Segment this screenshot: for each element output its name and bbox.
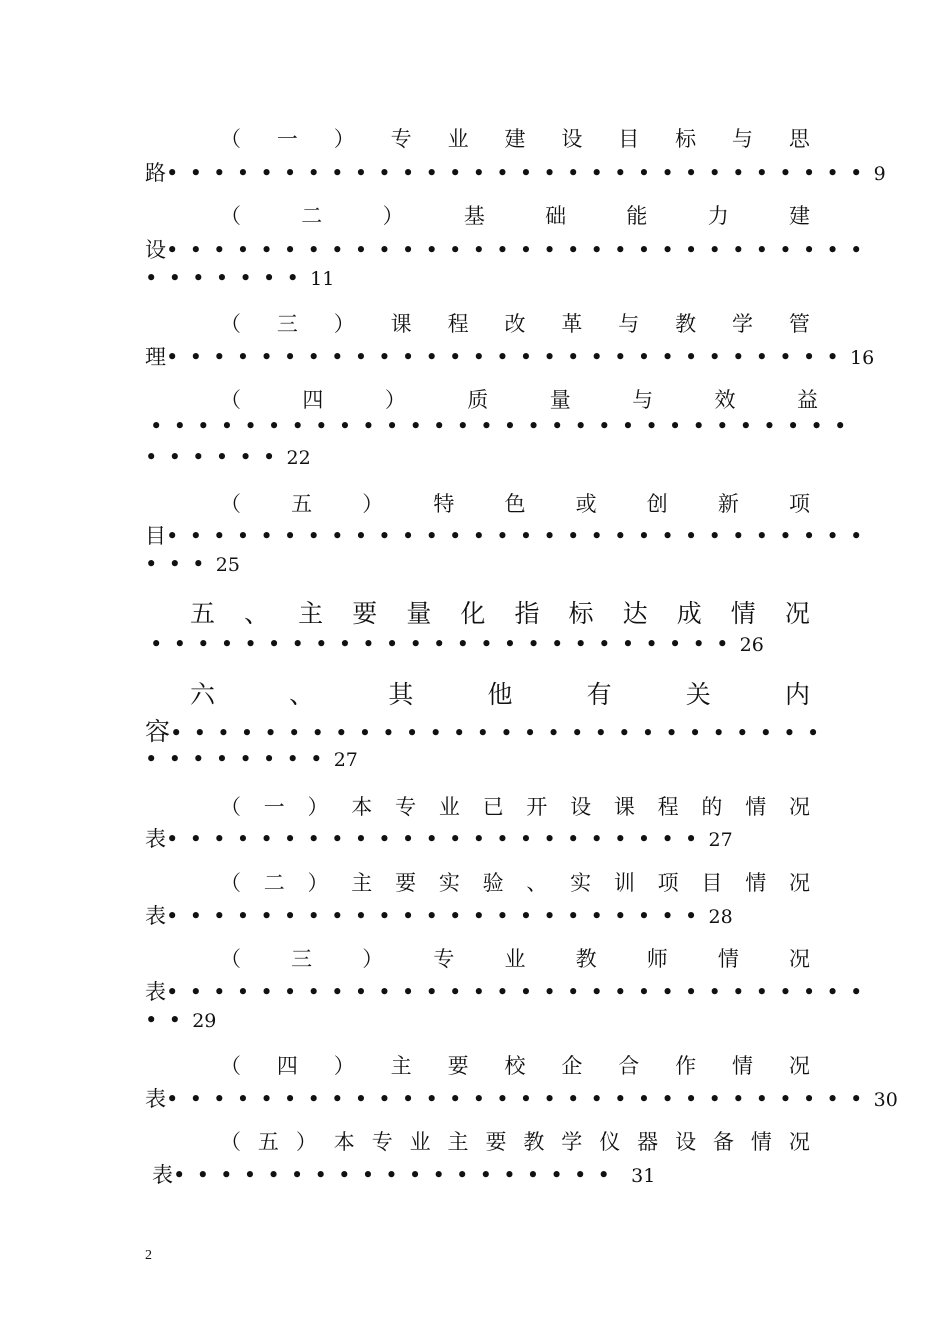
toc-char: 五	[257, 1130, 279, 1154]
toc-char: 其	[388, 680, 414, 709]
toc-char: 主	[298, 599, 324, 628]
toc-char: 仪	[599, 1130, 621, 1154]
toc-leader-line	[145, 1008, 216, 1032]
toc-char: 他	[487, 680, 513, 709]
toc-char: 二	[301, 204, 323, 228]
toc-leader-line	[152, 1159, 655, 1189]
toc-continuation: 容	[145, 717, 171, 746]
toc-continuation: 表	[145, 980, 166, 1004]
toc-char: 五	[291, 492, 313, 516]
toc-char: 要	[395, 871, 417, 895]
toc-char: （	[220, 1054, 241, 1078]
toc-dot-leader: ••••••••••••••••••••••••••••	[170, 721, 831, 745]
toc-leader-line	[145, 445, 311, 469]
toc-char: ）	[362, 947, 384, 971]
toc-leader-line	[150, 414, 858, 438]
toc-page-number: 9	[873, 163, 886, 185]
toc-dot-leader: ••	[145, 1008, 193, 1032]
toc-leader-line	[145, 712, 830, 748]
toc-dot-leader: ••••••••••••••••••••••••••••••	[166, 1087, 874, 1111]
toc-page-number: 30	[873, 1089, 898, 1111]
toc-char: 基	[463, 204, 485, 228]
toc-char: 六	[190, 680, 216, 709]
toc-char: （	[220, 388, 241, 412]
toc-char: 三	[276, 312, 298, 336]
toc-char: 校	[504, 1054, 526, 1078]
toc-dot-leader: •••••••••••••••••••••••	[166, 904, 709, 928]
toc-char: 项	[657, 871, 679, 895]
toc-char: 础	[545, 204, 567, 228]
toc-char: 专	[390, 127, 412, 151]
toc-char: 二	[263, 871, 285, 895]
toc-entry-heading	[220, 1126, 810, 1156]
toc-char: 课	[613, 795, 635, 819]
toc-leader-line	[145, 266, 334, 290]
toc-char: 实	[570, 871, 592, 895]
toc-leader-line	[145, 823, 733, 853]
toc-char: 情	[745, 871, 767, 895]
toc-char: 业	[504, 947, 526, 971]
toc-char: 设	[570, 795, 592, 819]
toc-char: 标	[675, 127, 697, 151]
toc-continuation: 目	[145, 524, 166, 548]
toc-leader-line	[145, 341, 874, 371]
toc-char: 情	[750, 1130, 772, 1154]
toc-char: 达	[622, 599, 648, 628]
toc-char: 设	[675, 1130, 697, 1154]
toc-char: ）	[295, 1130, 317, 1154]
toc-char: 开	[526, 795, 548, 819]
toc-dot-leader: •••••••	[145, 266, 311, 290]
toc-char: 标	[568, 599, 594, 628]
toc-page-number: 27	[708, 829, 733, 851]
toc-char: ）	[307, 871, 329, 895]
toc-dot-leader: ••••••••••••••••••••••••••••••	[166, 980, 874, 1004]
toc-char: 要	[447, 1054, 469, 1078]
toc-char: 或	[575, 492, 597, 516]
toc-char: 课	[390, 312, 412, 336]
toc-char: 能	[626, 204, 648, 228]
toc-char: （	[220, 947, 241, 971]
toc-char: 指	[514, 599, 540, 628]
toc-char: 关	[685, 680, 711, 709]
toc-char: 项	[789, 492, 810, 516]
toc-char: ）	[333, 127, 355, 151]
toc-char: 的	[701, 795, 723, 819]
toc-entry-heading	[220, 867, 810, 897]
toc-entry-heading	[220, 123, 810, 153]
toc-leader-line	[145, 747, 358, 771]
toc-char: 本	[351, 795, 373, 819]
toc-char: 要	[485, 1130, 507, 1154]
toc-continuation: 表	[145, 827, 166, 851]
toc-leader-line	[145, 900, 733, 930]
toc-char: 新	[717, 492, 739, 516]
toc-leader-line	[145, 234, 874, 264]
toc-char: 情	[717, 947, 739, 971]
toc-char: （	[220, 312, 241, 336]
toc-entry-heading	[190, 675, 810, 711]
toc-leader-line	[150, 632, 764, 656]
toc-char: 专	[433, 947, 455, 971]
toc-entry-heading	[220, 308, 810, 338]
toc-char: 量	[406, 599, 432, 628]
toc-char: 五	[190, 599, 216, 628]
toc-char: （	[220, 127, 241, 151]
toc-char: 专	[371, 1130, 393, 1154]
toc-char: 质	[467, 388, 489, 412]
toc-char: 与	[732, 127, 754, 151]
toc-char: 况	[788, 1130, 810, 1154]
toc-char: 三	[291, 947, 313, 971]
toc-char: 四	[302, 388, 324, 412]
toc-char: ）	[382, 204, 404, 228]
toc-entry-heading	[190, 594, 810, 630]
toc-entry-heading	[220, 791, 810, 821]
toc-char: 益	[796, 388, 818, 412]
toc-char: 要	[352, 599, 378, 628]
toc-char: （	[220, 795, 241, 819]
toc-leader-line	[145, 157, 886, 187]
toc-char: （	[220, 204, 241, 228]
toc-char: 目	[701, 871, 723, 895]
toc-leader-line	[145, 552, 240, 576]
page-number: 2	[145, 1248, 152, 1263]
toc-char: 量	[549, 388, 571, 412]
toc-dot-leader: ••••••	[145, 445, 287, 469]
toc-dot-leader: •••	[145, 552, 216, 576]
toc-char: 一	[263, 795, 285, 819]
toc-char: 与	[632, 388, 654, 412]
toc-char: 况	[788, 1054, 810, 1078]
toc-char: 训	[613, 871, 635, 895]
toc-page-number: 22	[286, 447, 311, 469]
toc-page-number: 31	[631, 1165, 656, 1187]
toc-continuation: 表	[152, 1163, 173, 1187]
toc-char: 内	[784, 680, 810, 709]
toc-char: （	[220, 492, 241, 516]
toc-char: 专	[395, 795, 417, 819]
toc-dot-leader: •••••••••••••••••••••••	[166, 827, 709, 851]
toc-dot-leader: ••••••••••••••••••••••••••••••	[150, 414, 858, 438]
toc-char: 学	[732, 312, 754, 336]
toc-char: 思	[788, 127, 810, 151]
toc-continuation: 表	[145, 1087, 166, 1111]
toc-char: 情	[730, 599, 756, 628]
toc-char: 况	[789, 947, 810, 971]
toc-char: 主	[351, 871, 373, 895]
toc-entry-heading	[220, 200, 810, 230]
toc-char: ）	[362, 492, 384, 516]
toc-entry-heading	[220, 384, 818, 414]
toc-char: 已	[482, 795, 504, 819]
toc-char: 作	[675, 1054, 697, 1078]
toc-leader-line	[145, 520, 874, 550]
toc-char: 与	[618, 312, 640, 336]
toc-char: 情	[732, 1054, 754, 1078]
toc-char: 目	[618, 127, 640, 151]
toc-char: 、	[526, 871, 548, 895]
toc-char: 一	[276, 127, 298, 151]
toc-continuation: 表	[145, 904, 166, 928]
toc-char: 企	[561, 1054, 583, 1078]
toc-char: 管	[788, 312, 810, 336]
toc-dot-leader: •••••••••••••••••••••••••	[150, 632, 740, 656]
toc-page-number: 16	[850, 347, 875, 369]
toc-entry-heading	[220, 943, 810, 973]
toc-char: 况	[788, 871, 810, 895]
toc-dot-leader: ••••••••••••••••••••••••••••••	[166, 161, 874, 185]
toc-char: 程	[447, 312, 469, 336]
toc-dot-leader: ••••••••	[145, 747, 334, 771]
toc-char: 验	[482, 871, 504, 895]
toc-leader-line	[145, 976, 874, 1006]
toc-char: 改	[504, 312, 526, 336]
toc-char: 教	[575, 947, 597, 971]
toc-leader-line	[145, 1083, 898, 1113]
toc-char: 主	[447, 1130, 469, 1154]
toc-char: 学	[561, 1130, 583, 1154]
toc-page-number: 29	[192, 1010, 217, 1032]
toc-dot-leader: •••••••••••••••••••	[173, 1163, 622, 1187]
toc-char: 器	[637, 1130, 659, 1154]
toc-page-number: 26	[739, 634, 764, 656]
toc-char: ）	[307, 795, 329, 819]
toc-char: 成	[676, 599, 702, 628]
toc-char: ）	[384, 388, 406, 412]
toc-char: 建	[504, 127, 526, 151]
toc-char: （	[220, 1130, 241, 1154]
toc-dot-leader: •••••••••••••••••••••••••••••	[166, 345, 851, 369]
toc-char: 力	[707, 204, 729, 228]
toc-char: 有	[586, 680, 612, 709]
toc-page-number: 27	[333, 749, 358, 771]
toc-char: 师	[646, 947, 668, 971]
toc-char: 、	[244, 599, 270, 628]
toc-char: ）	[333, 1054, 355, 1078]
toc-char: 业	[447, 127, 469, 151]
toc-char: 程	[657, 795, 679, 819]
toc-char: 业	[409, 1130, 431, 1154]
toc-dot-leader: ••••••••••••••••••••••••••••••	[166, 524, 874, 548]
toc-entry-heading	[220, 488, 810, 518]
toc-char: 教	[523, 1130, 545, 1154]
toc-char: 特	[433, 492, 455, 516]
toc-char: 色	[504, 492, 526, 516]
toc-page-number: 11	[310, 268, 335, 290]
toc-continuation: 理	[145, 345, 166, 369]
toc-char: 实	[438, 871, 460, 895]
toc-char: 业	[438, 795, 460, 819]
toc-char: （	[220, 871, 241, 895]
toc-page-number: 28	[708, 906, 733, 928]
toc-page-number: 25	[215, 554, 240, 576]
toc-char: 况	[788, 795, 810, 819]
toc-char: 效	[714, 388, 736, 412]
toc-entry-heading	[220, 1050, 810, 1080]
toc-char: 革	[561, 312, 583, 336]
toc-continuation: 路	[145, 161, 166, 185]
toc-char: 化	[460, 599, 486, 628]
toc-char: ）	[333, 312, 355, 336]
toc-char: 、	[289, 680, 315, 709]
toc-char: 教	[675, 312, 697, 336]
toc-char: 主	[390, 1054, 412, 1078]
toc-char: 四	[276, 1054, 298, 1078]
toc-continuation: 设	[145, 238, 166, 262]
toc-dot-leader: ••••••••••••••••••••••••••••••	[166, 238, 874, 262]
toc-char: 备	[712, 1130, 734, 1154]
toc-char: 设	[561, 127, 583, 151]
toc-char: 创	[646, 492, 668, 516]
toc-char: 况	[784, 599, 810, 628]
toc-char: 建	[788, 204, 810, 228]
toc-char: 情	[745, 795, 767, 819]
toc-char: 合	[618, 1054, 640, 1078]
toc-char: 本	[333, 1130, 355, 1154]
